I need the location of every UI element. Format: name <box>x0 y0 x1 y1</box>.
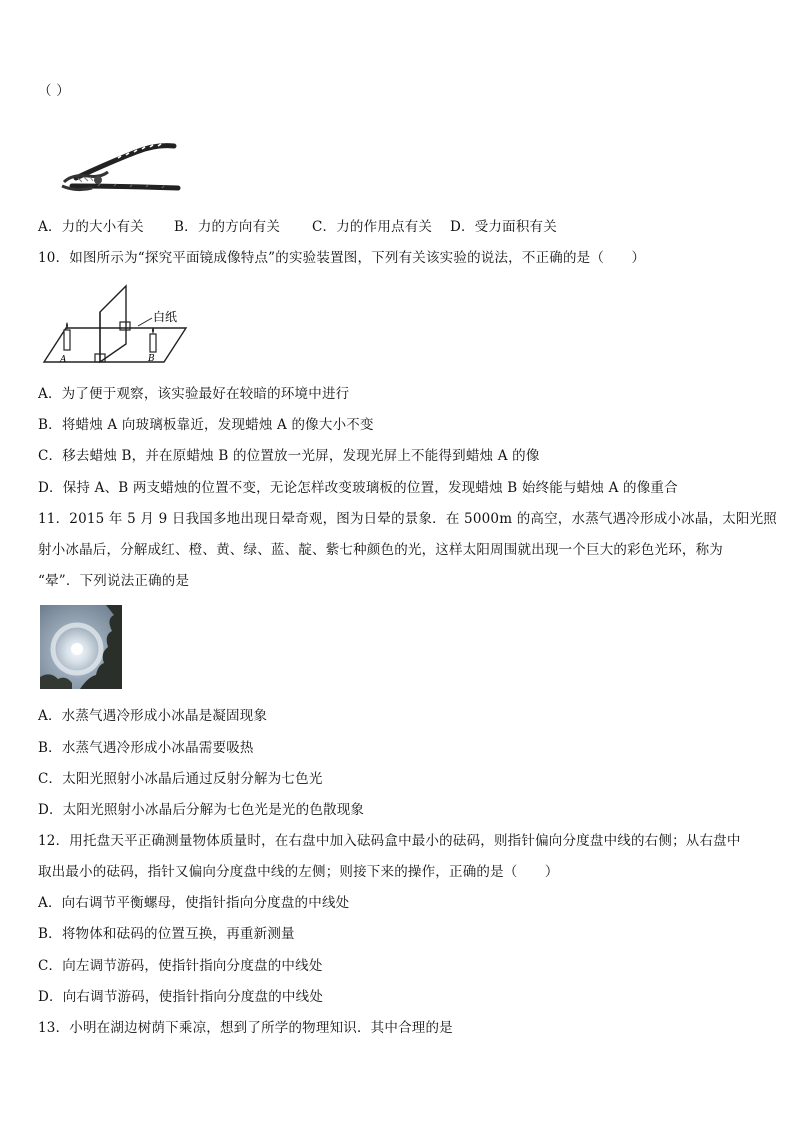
q11-stem-line-3: “晕”．下列说法正确的是 <box>38 573 190 589</box>
q9-option-c: C．力的作用点有关 <box>312 219 433 235</box>
q11-solar-halo-photo <box>40 605 122 689</box>
q11-stem-line-2: 射小冰晶后，分解成红、橙、黄、绿、蓝、靛、紫七种颜色的光，这样太阳周围就出现一个巨大的彩色光环，称为 <box>38 542 723 558</box>
q10-label-b: B <box>148 354 155 364</box>
q10-option-d: D．保持 A、B 两支蜡烛的位置不变，无论怎样改变玻璃板的位置，发现蜡烛 B 始终能与蜡烛 A 的像重合 <box>38 480 678 496</box>
q10-mirror-setup-figure <box>40 282 200 366</box>
q10-option-c: C．移去蜡烛 B，并在原蜡烛 B 的位置放一光屏，发现光屏上不能得到蜡烛 A 的像 <box>38 448 540 464</box>
q10-stem: 10．如图所示为“探究平面镜成像特点”的实验装置图，下列有关该实验的说法，不正确的是（ ） <box>38 250 646 266</box>
q13-stem: 13．小明在湖边树荫下乘凉，想到了所学的物理知识．其中合理的是 <box>38 1020 453 1036</box>
q9-options <box>38 218 557 236</box>
q10-label-paper: 白纸 <box>153 310 178 324</box>
q10-option-a: A．为了便于观察，该实验最好在较暗的环境中进行 <box>38 386 350 402</box>
q11-option-b: B．水蒸气遇冷形成小冰晶需要吸热 <box>38 740 254 756</box>
q9-option-d: D．受力面积有关 <box>450 219 557 235</box>
q12-option-b: B．将物体和砝码的位置互换，再重新测量 <box>38 926 295 942</box>
q9-option-a: A．力的大小有关 <box>38 219 144 235</box>
q12-option-c: C．向左调节游码，使指针指向分度盘的中线处 <box>38 958 323 974</box>
q12-stem-line-2: 取出最小的砝码，指针又偏向分度盘中线的左侧；则接下来的操作，正确的是（ ） <box>38 864 559 880</box>
q9-pliers-figure <box>58 138 184 200</box>
q11-stem-line-1: 11．2015 年 5 月 9 日我国多地出现日晕奇观，图为日晕的景象．在 5000m 的高空，水蒸气遇冷形成小冰晶，太阳光照 <box>38 511 778 527</box>
q10-label-a: A <box>60 355 67 365</box>
q9-option-b: B．力的方向有关 <box>174 219 281 235</box>
q12-option-d: D．向右调节游码，使指针指向分度盘的中线处 <box>38 989 324 1005</box>
q12-stem-line-1: 12．用托盘天平正确测量物体质量时，在右盘中加入砝码盒中最小的砝码，则指针偏向分度盘中线的右侧；从右盘中 <box>38 833 741 849</box>
q11-option-c: C．太阳光照射小冰晶后通过反射分解为七色光 <box>38 771 323 787</box>
q10-option-b: B．将蜡烛 A 向玻璃板靠近，发现蜡烛 A 的像大小不变 <box>38 417 374 433</box>
q11-option-d: D．太阳光照射小冰晶后分解为七色光是光的色散现象 <box>38 802 365 818</box>
q9-answer-paren: （ ） <box>38 83 70 99</box>
q12-option-a: A．向右调节平衡螺母，使指针指向分度盘的中线处 <box>38 895 350 911</box>
q11-option-a: A．水蒸气遇冷形成小冰晶是凝固现象 <box>38 708 268 724</box>
